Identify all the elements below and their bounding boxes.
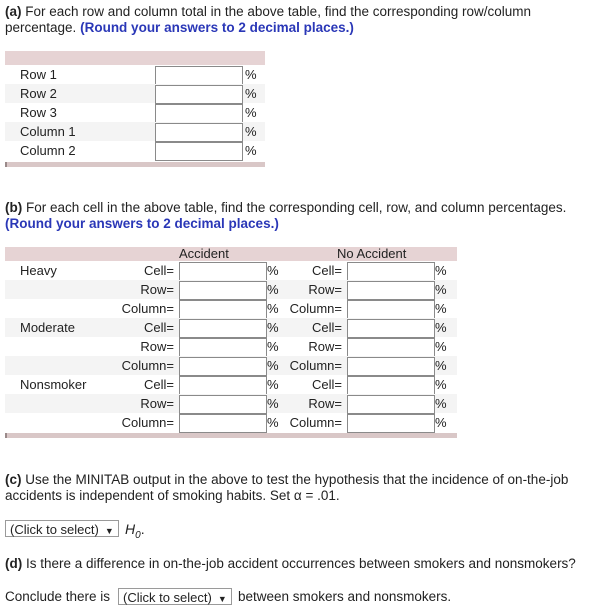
- column-header-no-accident: No Accident: [337, 246, 407, 261]
- accident-cell-input[interactable]: [179, 319, 267, 338]
- part-b-text: For each cell in the above table, find the corresponding cell, row, and column percentages.: [26, 200, 567, 215]
- no-accident-column-input[interactable]: [347, 357, 435, 376]
- group-label: Heavy: [20, 263, 57, 278]
- percent-sign: %: [267, 396, 279, 411]
- percent-sign: %: [245, 143, 257, 158]
- part-a-text: For each row and column total in the above table, find the corresponding row/column percentage.: [5, 4, 532, 35]
- percent-sign: %: [435, 339, 447, 354]
- group-label: Moderate: [20, 320, 75, 335]
- conclusion-select[interactable]: [118, 588, 232, 605]
- part-c-label: (c): [5, 472, 22, 487]
- part-a-hint: (Round your answers to 2 decimal places.): [80, 20, 354, 35]
- percent-sign: %: [435, 358, 447, 373]
- table-row: [5, 356, 457, 375]
- table-row: [5, 280, 457, 299]
- accident-row-label: Row=: [140, 339, 174, 354]
- part-c-question: [5, 472, 595, 504]
- no-accident-row-label: Row=: [308, 339, 342, 354]
- accident-row-input[interactable]: [179, 281, 267, 300]
- accident-row-label: Row=: [140, 396, 174, 411]
- row-label: Column 2: [20, 143, 76, 158]
- percent-sign: %: [435, 263, 447, 278]
- percent-sign: %: [267, 358, 279, 373]
- percent-sign: %: [435, 301, 447, 316]
- no-accident-column-label: Column=: [289, 358, 342, 373]
- accident-column-input[interactable]: [179, 357, 267, 376]
- null-hypothesis-label: [125, 521, 145, 541]
- select-value: (Click to select): [10, 522, 99, 537]
- no-accident-cell-label: Cell=: [312, 263, 342, 278]
- column-2-percentage-input[interactable]: [155, 142, 243, 161]
- no-accident-cell-label: Cell=: [312, 320, 342, 335]
- row-2-percentage-input[interactable]: [155, 85, 243, 104]
- no-accident-column-input[interactable]: [347, 300, 435, 319]
- column-1-percentage-input[interactable]: [155, 123, 243, 142]
- part-c-text: Use the MINITAB output in the above to test the hypothesis that the incidence of on-the-job accidents is independent of smoking habits. Set α = .01.: [5, 472, 569, 503]
- conclude-suffix: between smokers and nonsmokers.: [238, 589, 452, 604]
- select-value: (Click to select): [123, 590, 212, 605]
- chevron-down-icon: ▼: [217, 594, 227, 604]
- percent-sign: %: [267, 301, 279, 316]
- hypothesis-decision-select[interactable]: [5, 520, 119, 537]
- table-row: [5, 261, 457, 280]
- no-accident-column-label: Column=: [289, 415, 342, 430]
- no-accident-cell-input[interactable]: [347, 262, 435, 281]
- accident-cell-label: Cell=: [144, 320, 174, 335]
- no-accident-row-label: Row=: [308, 396, 342, 411]
- row-label: Column 1: [20, 124, 76, 139]
- percent-sign: %: [267, 320, 279, 335]
- table-footer-bar: [5, 433, 457, 438]
- table-header-bar: [5, 247, 457, 261]
- percent-sign: %: [245, 124, 257, 139]
- part-a-table: [5, 51, 265, 168]
- accident-column-label: Column=: [121, 358, 174, 373]
- table-row: [5, 413, 457, 432]
- part-d-question: [5, 556, 600, 572]
- row-label: Row 1: [20, 67, 57, 82]
- no-accident-cell-input[interactable]: [347, 376, 435, 395]
- row-label: Row 2: [20, 86, 57, 101]
- table-footer-bar: [5, 162, 265, 167]
- row-label: Row 3: [20, 105, 57, 120]
- chevron-down-icon: ▼: [104, 526, 114, 536]
- no-accident-cell-label: Cell=: [312, 377, 342, 392]
- table-row: [5, 337, 457, 356]
- accident-column-label: Column=: [121, 301, 174, 316]
- percent-sign: %: [267, 339, 279, 354]
- part-b-question: [5, 200, 597, 232]
- no-accident-row-input[interactable]: [347, 338, 435, 357]
- table-row: [5, 394, 457, 413]
- table-row: [5, 65, 265, 84]
- table-row: [5, 103, 265, 122]
- part-b-hint: (Round your answers to 2 decimal places.): [5, 216, 279, 231]
- accident-cell-label: Cell=: [144, 377, 174, 392]
- accident-row-label: Row=: [140, 282, 174, 297]
- part-d-text: Is there a difference in on-the-job accident occurrences between smokers and nonsmokers?: [26, 556, 576, 571]
- part-a-label: (a): [5, 4, 22, 19]
- table-row: [5, 84, 265, 103]
- conclude-prefix: Conclude there is: [5, 589, 111, 604]
- no-accident-row-input[interactable]: [347, 281, 435, 300]
- percent-sign: %: [435, 377, 447, 392]
- accident-row-input[interactable]: [179, 338, 267, 357]
- row-3-percentage-input[interactable]: [155, 104, 243, 123]
- no-accident-row-input[interactable]: [347, 395, 435, 414]
- percent-sign: %: [267, 282, 279, 297]
- hypothesis-symbol: H: [125, 521, 136, 537]
- accident-column-input[interactable]: [179, 414, 267, 433]
- percent-sign: %: [245, 105, 257, 120]
- hypothesis-subscript: 0: [135, 529, 141, 541]
- accident-column-label: Column=: [121, 415, 174, 430]
- row-1-percentage-input[interactable]: [155, 66, 243, 85]
- accident-cell-input[interactable]: [179, 262, 267, 281]
- percent-sign: %: [435, 320, 447, 335]
- accident-column-input[interactable]: [179, 300, 267, 319]
- no-accident-column-label: Column=: [289, 301, 342, 316]
- group-label: Nonsmoker: [20, 377, 87, 392]
- no-accident-column-input[interactable]: [347, 414, 435, 433]
- part-a-question: [5, 4, 595, 36]
- percent-sign: %: [245, 67, 257, 82]
- part-b-table: [5, 247, 457, 441]
- part-b-label: (b): [5, 200, 23, 215]
- percent-sign: %: [267, 377, 279, 392]
- table-row: [5, 299, 457, 318]
- no-accident-cell-input[interactable]: [347, 319, 435, 338]
- percent-sign: %: [267, 415, 279, 430]
- percent-sign: %: [267, 263, 279, 278]
- accident-cell-label: Cell=: [144, 263, 174, 278]
- table-row: [5, 375, 457, 394]
- table-row: [5, 122, 265, 141]
- table-row: [5, 318, 457, 337]
- part-d-label: (d): [5, 556, 23, 571]
- percent-sign: %: [435, 415, 447, 430]
- column-header-accident: Accident: [179, 246, 229, 261]
- hypothesis-period: .: [140, 521, 145, 537]
- percent-sign: %: [435, 282, 447, 297]
- no-accident-row-label: Row=: [308, 282, 342, 297]
- table-header-bar: [5, 51, 265, 65]
- percent-sign: %: [245, 86, 257, 101]
- table-row: [5, 141, 265, 160]
- accident-cell-input[interactable]: [179, 376, 267, 395]
- accident-row-input[interactable]: [179, 395, 267, 414]
- percent-sign: %: [435, 396, 447, 411]
